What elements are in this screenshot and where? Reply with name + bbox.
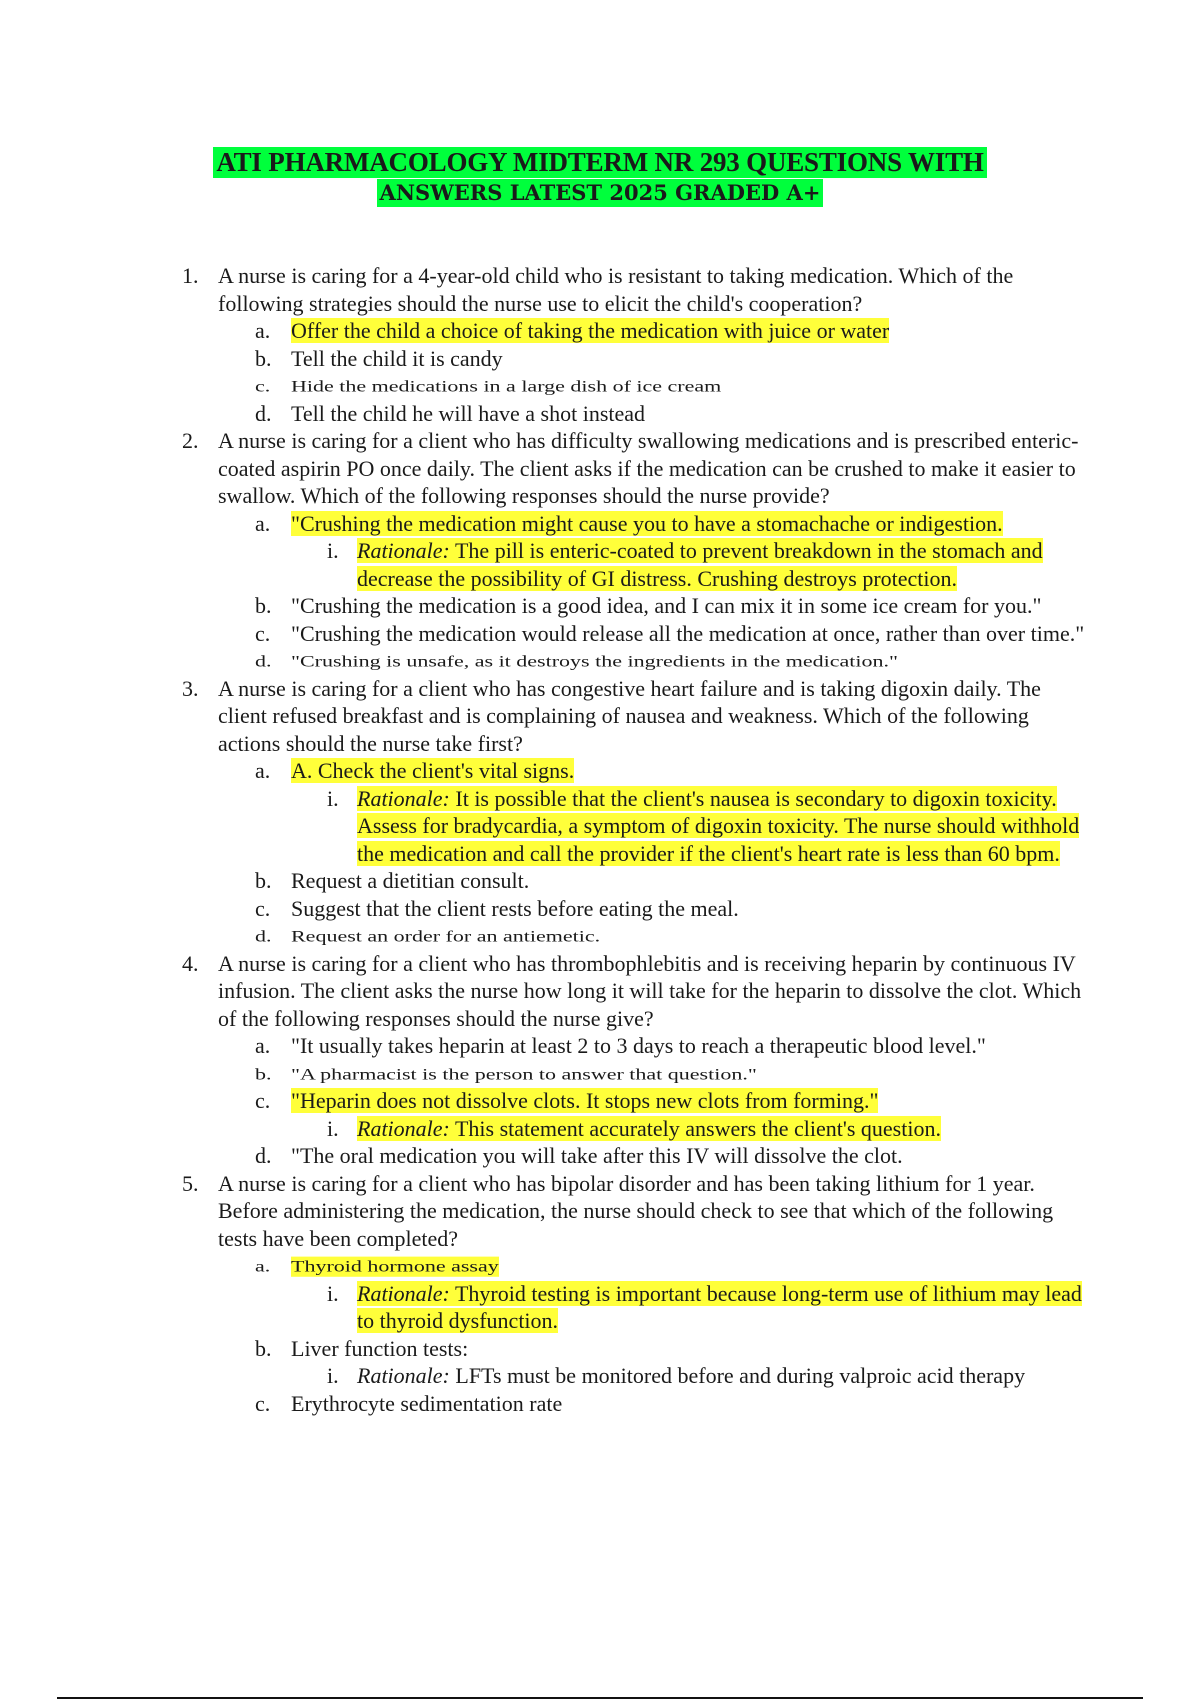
rationale-number: i. [327, 1115, 339, 1141]
option-letter: c. [255, 1088, 271, 1113]
option-letter: a. [255, 318, 271, 343]
option-letter: a. [255, 510, 271, 536]
question-3 [182, 675, 1092, 758]
answer-option [255, 400, 1092, 428]
option-text: Tell the child it is candy [291, 345, 503, 371]
option-letter: c. [255, 895, 271, 921]
question-list [182, 262, 1092, 1417]
answer-option [255, 1252, 1092, 1280]
question-text: A nurse is caring for a client who has difficulty swallowing medications and is prescribed enteric-coated aspirin PO once daily. The client asks if the medication can be crushed to make it easier to swallow. Which of the following responses should the nurse provide? [218, 428, 1079, 508]
question-number: 1. [182, 263, 199, 288]
answer-option [255, 372, 1092, 400]
option-letter: d. [255, 652, 272, 671]
rationale-label: Rationale: [357, 785, 450, 811]
answer-option [255, 647, 1092, 675]
answer-option [255, 592, 1092, 620]
option-text: "A pharmacist is the person to answer that question." [291, 1064, 757, 1083]
option-letter: c. [255, 377, 271, 396]
question-4 [182, 950, 1092, 1033]
option-letter: a. [255, 758, 271, 783]
option-text: "The oral medication you will take after this IV will dissolve the clot. [291, 1143, 903, 1168]
correct-answer-text: Offer the child a choice of taking the medication with juice or water [291, 318, 890, 343]
option-text: "Crushing the medication would release all the medication at once, rather than over time." [291, 620, 1085, 646]
question-number: 4. [182, 950, 199, 976]
option-text: "Crushing the medication is a good idea, and I can mix it in some ice cream for you." [291, 593, 1042, 618]
answer-option [255, 1142, 1092, 1170]
rationale [327, 1362, 1092, 1390]
correct-answer-text: "Heparin does not dissolve clots. It stops new clots from forming." [291, 1088, 879, 1113]
answer-option [255, 317, 1092, 345]
answer-option [255, 510, 1092, 538]
answer-option [255, 922, 1092, 950]
rationale-number: i. [327, 538, 339, 563]
option-text: "It usually takes heparin at least 2 to 3 days to reach a therapeutic blood level." [291, 1033, 986, 1058]
answer-option [255, 1087, 1092, 1115]
option-letter: b. [255, 345, 272, 371]
rationale-label: Rationale: [357, 538, 450, 563]
option-letter: d. [255, 1143, 272, 1168]
answer-option [255, 345, 1092, 373]
rationale [327, 1115, 1092, 1143]
answer-option [255, 1390, 1092, 1418]
correct-answer-text: "Crushing the medication might cause you to have a stomachache or indigestion. [291, 510, 1003, 536]
rationale-label: Rationale: [357, 1280, 450, 1306]
option-text: Hide the medications in a large dish of ice cream [291, 377, 722, 396]
option-text: Liver function tests: [291, 1335, 469, 1361]
answer-option [255, 1060, 1092, 1088]
option-text: Request a dietitian consult. [291, 868, 530, 893]
question-text: A nurse is caring for a 4-year-old child who is resistant to taking medication. Which of the following strategies should the nurse use to elicit the child's cooperation? [218, 263, 1014, 316]
question-text: A nurse is caring for a client who has congestive heart failure and is taking digoxin daily. The client refused breakfast and is complaining of nausea and weakness. Which of the following actions should the nurse take first? [218, 675, 1041, 756]
option-text: "Crushing is unsafe, as it destroys the ingredients in the medication." [291, 652, 898, 671]
rationale-number: i. [327, 785, 339, 811]
rationale-label: Rationale: [357, 1363, 450, 1388]
question-text: A nurse is caring for a client who has thrombophlebitis and is receiving heparin by continuous IV infusion. The client asks the nurse how long it will take for the heparin to dissolve the clot. Which of the following responses should the nurse give? [218, 950, 1082, 1031]
option-letter: d. [255, 400, 272, 426]
option-letter: b. [255, 1064, 272, 1083]
rationale-label: Rationale: [357, 1115, 450, 1141]
question-1 [182, 262, 1092, 317]
option-letter: c. [255, 620, 271, 646]
question-number: 3. [182, 675, 199, 701]
answer-option [255, 1335, 1092, 1363]
option-letter: a. [255, 1033, 271, 1058]
option-text: Erythrocyte sedimentation rate [291, 1390, 563, 1416]
question-number: 5. [182, 1170, 199, 1196]
answer-option [255, 620, 1092, 648]
rationale-text: This statement accurately answers the client's question. [454, 1115, 941, 1141]
answer-option [255, 757, 1092, 785]
rationale-text: It is possible that the client's nausea is secondary to digoxin toxicity. Assess for bradycardia, a symptom of digoxin toxicity. The nurse should withhold the medication and call the provider if the client's heart rate is less than 60 bpm. [357, 785, 1080, 866]
question-number: 2. [182, 428, 199, 453]
rationale [327, 785, 1092, 868]
answer-option [255, 867, 1092, 895]
answer-option [255, 1032, 1092, 1060]
answer-option [255, 895, 1092, 923]
title-line-2: ANSWERS LATEST 2025 GRADED A+ [377, 179, 824, 207]
rationale [327, 1280, 1092, 1335]
option-letter: b. [255, 1335, 272, 1361]
rationale-text: The pill is enteric-coated to prevent breakdown in the stomach and decrease the possibility of GI distress. Crushing destroys protection. [357, 538, 1043, 591]
option-letter: b. [255, 868, 272, 893]
document-title [0, 147, 1200, 207]
rationale-number: i. [327, 1363, 339, 1388]
title-line-1: ATI PHARMACOLOGY MIDTERM NR 293 QUESTIONS WITH [213, 147, 986, 178]
correct-answer-text: Thyroid hormone assay [291, 1257, 499, 1276]
rationale [327, 537, 1092, 592]
rationale-number: i. [327, 1280, 339, 1306]
question-5 [182, 1170, 1092, 1253]
option-letter: b. [255, 593, 272, 618]
question-text: A nurse is caring for a client who has bipolar disorder and has been taking lithium for 1 year. Before administering the medication, the nurse should check to see that which of the following tests have been completed? [218, 1170, 1054, 1251]
rationale-text: LFTs must be monitored before and during valproic acid therapy [455, 1363, 1026, 1388]
option-text: Suggest that the client rests before eating the meal. [291, 895, 739, 921]
correct-answer-text: A. Check the client's vital signs. [291, 758, 575, 783]
option-text: Tell the child he will have a shot instead [291, 400, 646, 426]
bottom-divider [57, 1697, 1143, 1699]
option-letter: d. [255, 927, 272, 946]
option-letter: a. [255, 1257, 271, 1276]
rationale-text: Thyroid testing is important because long-term use of lithium may lead to thyroid dysfunction. [357, 1280, 1082, 1333]
option-text: Request an order for an antiemetic. [291, 927, 601, 946]
option-letter: c. [255, 1390, 271, 1416]
question-2 [182, 427, 1092, 510]
